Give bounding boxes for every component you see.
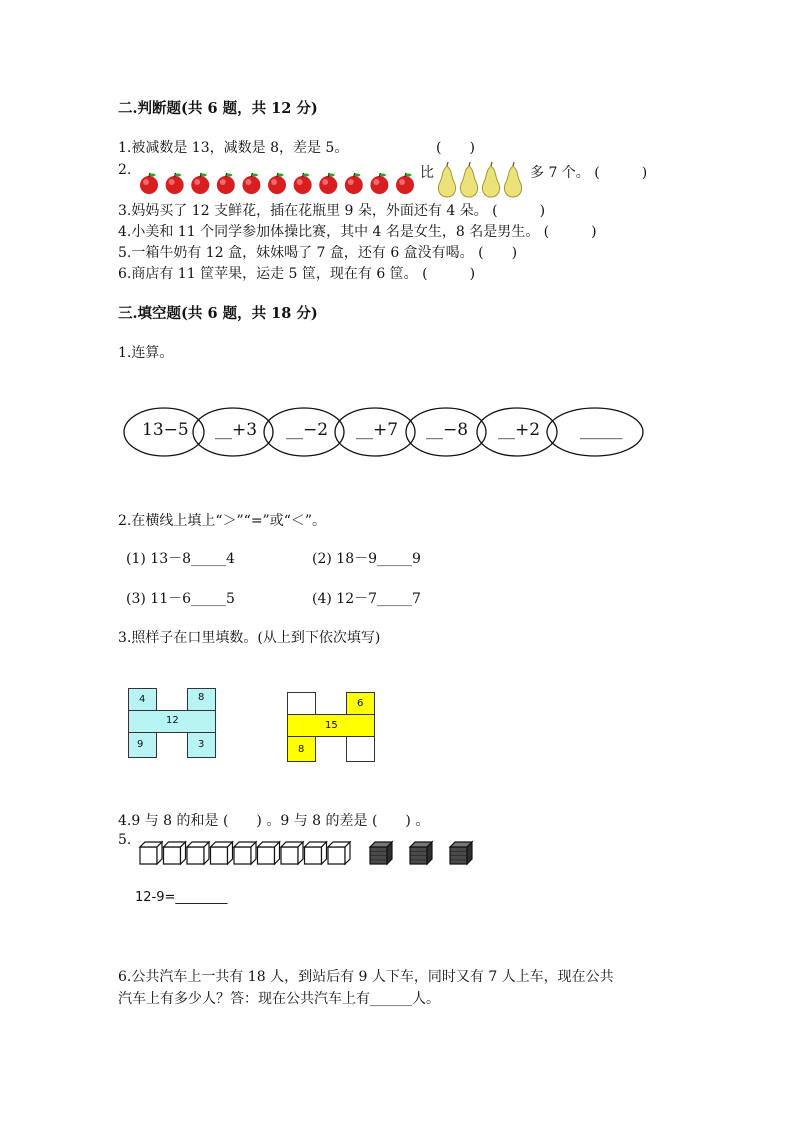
section3-title: 三.填空题(共 6 题，共 18 分): [118, 305, 318, 322]
h-example-top-left: 4: [139, 694, 146, 705]
dark-cube-icon: [410, 842, 432, 864]
apple-icon: [191, 173, 209, 194]
chain-step-minus2[interactable]: __−2: [286, 420, 329, 440]
white-cube-icon: [140, 842, 162, 864]
judge-q6: 6.商店有 11 筐苹果，运走 5 筐，现在有 6 筐。 ( ): [118, 266, 476, 282]
apple-icons: [138, 172, 418, 196]
white-cube-icon: [164, 842, 186, 864]
h-figure-example: [128, 688, 216, 758]
fill-q3-label: 3.照样子在口里填数。(从上到下依次填写): [118, 630, 381, 646]
h-example-top-right: 8: [198, 692, 205, 703]
chain-step-plus7[interactable]: __+7: [356, 420, 399, 440]
judge-q4: 4.小美和 11 个同学参加体操比赛，其中 4 名是女生，8 名是男生。 ( ): [118, 224, 597, 240]
judge-q1: 1.被减数是 13，减数是 8，差是 5。: [118, 140, 349, 156]
apple-icon: [166, 173, 184, 194]
chain-result-blank[interactable]: _____: [580, 420, 623, 440]
h-example-middle: 12: [166, 715, 179, 726]
judge-q2-tail: 多 7 个。 ( ): [530, 165, 648, 181]
judge-q2-number: 2.: [118, 162, 132, 178]
fill-q5-equation[interactable]: 12-9=________: [135, 890, 228, 905]
pear-icon: [504, 162, 521, 197]
apples-row: [138, 172, 418, 196]
apple-icon: [140, 173, 158, 194]
white-cube-icon: [187, 842, 209, 864]
compare-item-1[interactable]: (1) 13－8_____4: [126, 551, 235, 567]
chain-step-plus2[interactable]: __+2: [498, 420, 541, 440]
compare-item-3[interactable]: (3) 11－6_____5: [126, 591, 235, 607]
section2-title: 二.判断题(共 6 题，共 12 分): [118, 100, 318, 117]
h-example-bottom-left: 9: [137, 739, 144, 750]
h-question-bottom-left: 8: [298, 744, 305, 755]
fill-q5-number: 5.: [118, 832, 132, 848]
judge-q5: 5.一箱牛奶有 12 盒，妹妹喝了 7 盒，还有 6 盒没有喝。 ( ): [118, 245, 518, 261]
apple-icon: [396, 173, 414, 194]
white-cube-icon: [305, 842, 327, 864]
apple-icon: [242, 173, 260, 194]
judge-q2-compare: 比: [420, 165, 434, 181]
pear-icon: [482, 162, 499, 197]
calc-chain: [120, 400, 650, 464]
pear-icon: [438, 162, 455, 197]
h-example-bottom-right: 3: [198, 739, 205, 750]
dark-cube-icon: [370, 842, 392, 864]
fill-q2-label: 2.在横线上填上“＞”“=”或“＜”。: [118, 513, 327, 529]
dark-cube-icon: [450, 842, 472, 864]
white-cube-icon: [328, 842, 350, 864]
chain-start: 13−5: [142, 420, 189, 440]
judge-q3: 3.妈妈买了 12 支鲜花，插在花瓶里 9 朵，外面还有 4 朵。 ( ): [118, 203, 546, 219]
apple-icon: [294, 173, 312, 194]
h-question-middle: 15: [325, 720, 338, 731]
fill-q4: 4.9 与 8 的和是 ( ) 。9 与 8 的差是 ( ) 。: [118, 813, 430, 829]
apple-icon: [370, 173, 388, 194]
fill-q1-label: 1.连算。: [118, 345, 174, 361]
judge-q1-answer-paren[interactable]: ( ): [436, 140, 475, 156]
white-cube-icon: [281, 842, 303, 864]
cubes-row: [138, 838, 488, 868]
white-cube-icon: [258, 842, 280, 864]
apple-icon: [217, 173, 235, 194]
compare-item-4[interactable]: (4) 12－7_____7: [312, 591, 421, 607]
h-figure-question: [287, 692, 375, 762]
white-cube-icon: [234, 842, 256, 864]
chain-step-plus3[interactable]: __+3: [215, 420, 258, 440]
apple-icon: [319, 173, 337, 194]
chain-step-minus8[interactable]: __−8: [426, 420, 469, 440]
pear-icons: [434, 158, 530, 198]
apple-icon: [345, 173, 363, 194]
pears-row: [434, 158, 530, 198]
pear-icon: [460, 162, 477, 197]
fill-q6-line1: 6.公共汽车上一共有 18 人，到站后有 9 人下车，同时又有 7 人上车，现在公共: [118, 969, 614, 985]
cube-icons: [138, 838, 488, 868]
apple-icon: [268, 173, 286, 194]
fill-q6-line2: 汽车上有多少人？答：现在公共汽车上有______人。: [118, 991, 440, 1007]
h-question-top-right: 6: [357, 698, 364, 709]
white-cube-icon: [211, 842, 233, 864]
compare-item-2[interactable]: (2) 18－9_____9: [312, 551, 421, 567]
